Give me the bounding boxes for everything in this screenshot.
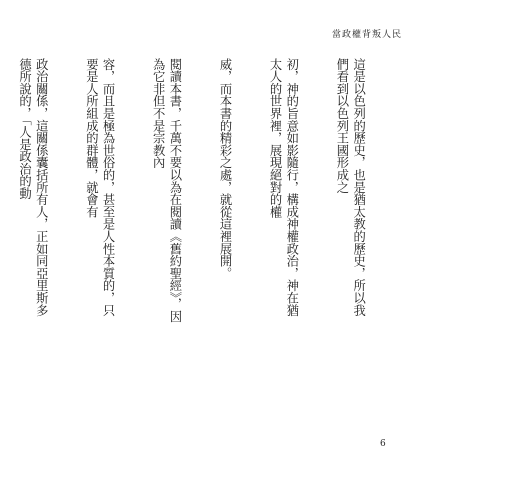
- text-line: 閱讀本書，千萬不要以為在閱讀《舊約聖經》，因為它非但不是宗教內: [151, 58, 182, 323]
- running-header: 當政權背叛人民: [331, 30, 402, 40]
- text-line: 這是以色列的歷史，也是猶太教的歷史，所以我們看到以色列王國形成之: [334, 58, 366, 317]
- page-number: 6: [380, 439, 386, 449]
- text-line: 政治關係，這關係囊括所有人，正如同亞里斯多德所說的，「人是政治的動: [17, 58, 49, 317]
- text-line: 威，而本書的精彩之處，就從這裡展開。: [217, 58, 232, 280]
- text-line: 容，而且是極為世俗的，甚至是人性本質的，只要是人所組成的群體，就會有: [84, 58, 116, 317]
- text-line: 初，神的旨意如影隨行，構成神權政治，神在猶太人的世界裡，展現絕對的權: [268, 58, 299, 317]
- body-text: [0, 58, 400, 323]
